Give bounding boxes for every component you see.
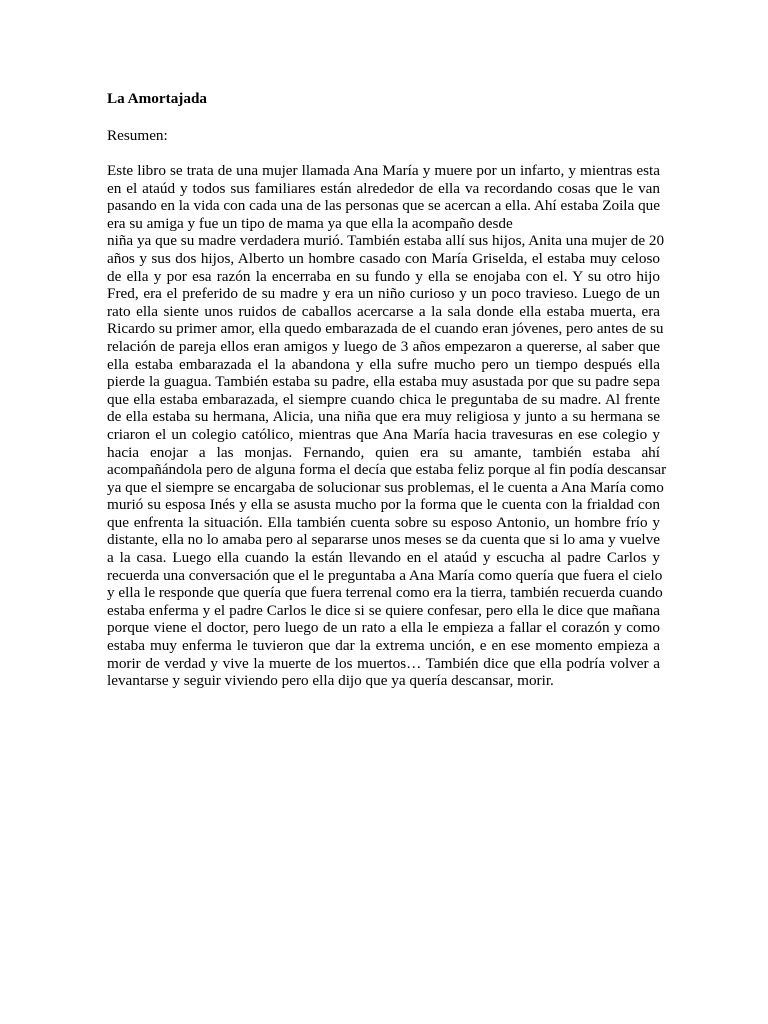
paragraph-line: acompañándola pero de alguna forma el decía que estaba feliz porque al fin podía descansar bbox=[107, 461, 667, 479]
paragraph-line: pierde la guagua. También estaba su padre, ella estaba muy asustada por que su padre sepa bbox=[107, 373, 660, 391]
paragraph-line: que enfrenta la situación. Ella también cuenta sobre su esposo Antonio, un hombre frío y bbox=[107, 513, 660, 531]
paragraph-line: a la casa. Luego ella cuando la están llevando en el ataúd y escucha al padre Carlos y bbox=[107, 549, 660, 567]
paragraph-line: niña ya que su madre verdadera murió. También estaba allí sus hijos, Anita una mujer de 20 bbox=[107, 232, 665, 250]
paragraph-line: porque viene el doctor, pero luego de un rato a ella le empieza a fallar el corazón y como bbox=[107, 619, 660, 637]
paragraph-line: murió su esposa Inés y ella se asusta mucho por la forma que le cuenta con la frialdad con bbox=[107, 496, 660, 514]
document-subtitle: Resumen: bbox=[107, 127, 168, 144]
paragraph-line: criaron el un colegio católico, mientras que Ana María hacia travesuras en ese colegio y bbox=[107, 425, 660, 443]
summary-paragraph bbox=[107, 162, 667, 690]
paragraph-line: hacia enojar a las monjas. Fernando, quien era su amante, también estaba ahí bbox=[107, 443, 660, 461]
paragraph-line: y ella le responde que quería que fuera terrenal como era la tierra, también recuerda cuando bbox=[107, 584, 663, 602]
paragraph-line: recuerda una conversación que el le preguntaba a Ana María como quería que fuera el cielo bbox=[107, 566, 663, 584]
paragraph-line: que ella estaba embarazada, el siempre cuando chica le preguntaba de su madre. Al frente bbox=[107, 390, 660, 408]
paragraph-line: pasando en la vida con cada una de las personas que se acercan a ella. Ahí estaba Zoila que bbox=[107, 197, 660, 215]
paragraph-line: era su amiga y fue un tipo de mama ya que ella la acompaño desde bbox=[107, 214, 513, 232]
paragraph-line: años y sus dos hijos, Alberto un hombre casado con María Griselda, el estaba muy celoso bbox=[107, 249, 660, 267]
paragraph-line: Este libro se trata de una mujer llamada Ana María y muere por un infarto, y mientras esta bbox=[107, 162, 660, 179]
paragraph-line: Fred, era el preferido de su madre y era un niño curioso y un poco travieso. Luego de un bbox=[107, 285, 660, 303]
paragraph-line: morir de verdad y vive la muerte de los muertos… También dice que ella podría volver a bbox=[107, 654, 660, 672]
paragraph-line: ya que el siempre se encargaba de solucionar sus problemas, el le cuenta a Ana María como bbox=[107, 478, 664, 496]
paragraph-line: levantarse y seguir viviendo pero ella dijo que ya quería descansar, morir. bbox=[107, 672, 554, 690]
document-page bbox=[107, 88, 667, 690]
document-title: La Amortajada bbox=[107, 90, 207, 107]
paragraph-line: en el ataúd y todos sus familiares están alrededor de ella va recordando cosas que le van bbox=[107, 179, 660, 197]
paragraph-line: distante, ella no lo amaba pero al separarse unos meses se da cuenta que si lo ama y vuelve bbox=[107, 531, 660, 549]
paragraph-line: estaba muy enferma le tuvieron que dar la extrema unción, e en ese momento empieza a bbox=[107, 637, 660, 655]
paragraph-line: relación de pareja ellos eran amigos y luego de 3 años empezaron a quererse, al saber que bbox=[107, 337, 660, 355]
paragraph-line: ella estaba embarazada el la abandona y ella sufre mucho pero un tiempo después ella bbox=[107, 355, 660, 373]
paragraph-line: Ricardo su primer amor, ella quedo embarazada de el cuando eran jóvenes, pero antes de su bbox=[107, 320, 664, 338]
paragraph-line: rato ella siente unos ruidos de caballos acercarse a la sala donde ella estaba muerta, era bbox=[107, 302, 660, 320]
paragraph-line: estaba enferma y el padre Carlos le dice si se quiere confesar, pero ella le dice que mañana bbox=[107, 601, 660, 619]
paragraph-line: de ella estaba su hermana, Alicia, una niña que era muy religiosa y junto a su hermana se bbox=[107, 408, 660, 426]
paragraph-line: de ella y por esa razón la encerraba en su fundo y ella se enojaba con el. Y su otro hijo bbox=[107, 267, 660, 285]
